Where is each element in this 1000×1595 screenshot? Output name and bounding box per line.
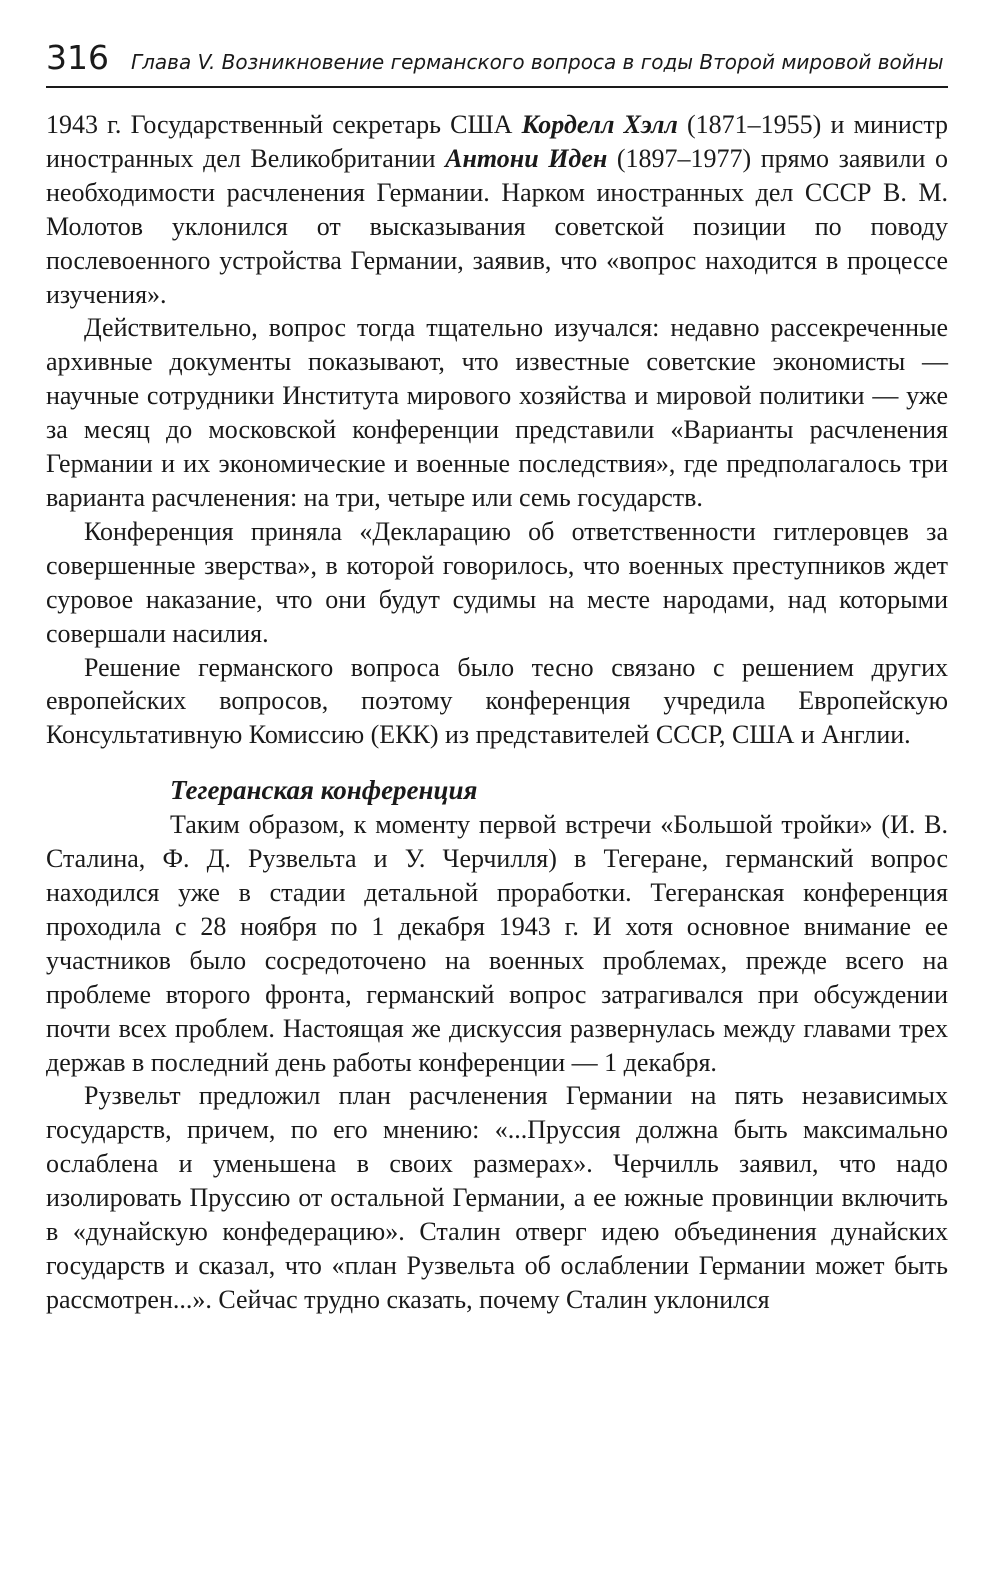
chapter-title: Глава V. Возникновение германского вопроса в годы Второй мировой войны	[131, 50, 944, 74]
person-name-hull: Корделл Хэлл	[521, 110, 678, 139]
paragraph-6: Рузвельт предложил план расчленения Германии на пять независимых государств, причем, по его мнению: «...Пруссия должна быть максимально ослаблена и уменьшена в своих размерах». Черчилль заявил, что надо изолировать Пруссию от остальной Германии, а ее южные провинции включить в «дунайскую конфедерацию». Сталин отверг идею объединения дунайских государств и сказал, что «план Рузвельта об ослаблении Германии может быть рассмотрен...». Сейчас трудно сказать, почему Сталин уклонился	[46, 1081, 948, 1314]
running-header	[46, 40, 948, 88]
paragraph-1-text-c: (1897–1977) прямо заявили о необходимости расчленения Германии. Нарком иностранных дел СССР В. М. Молотов уклонился от высказывания советской позиции по поводу послевоенного устройства Германии, заявив, что «вопрос находится в процессе изучения».	[46, 143, 948, 309]
paragraph-5: Таким образом, к моменту первой встречи «Большой тройки» (И. В. Сталина, Ф. Д. Рузвельта и У. Черчилля) в Тегеране, германский вопрос находился уже в стадии детальной проработки. Тегеранская конференция проходила с 28 ноября по 1 декабря 1943 г. И хотя основное внимание ее участников было сосредоточено на военных проблемах, прежде всего на проблеме второго фронта, германский вопрос затрагивался при обсуждении почти всех проблем. Настоящая же дискуссия развернулась между главами трех держав в последний день работы конференции — 1 декабря.	[46, 810, 948, 1077]
person-name-eden: Антони Иден	[445, 143, 608, 173]
paragraph-2: Действительно, вопрос тогда тщательно изучался: недавно рассекреченные архивные документы показывают, что известные советские экономисты — научные сотрудники Института мирового хозяйства и мировой политики — уже за месяц до московской конференции представили «Варианты расчленения Германии и их экономические и военные последствия», где предполагалось три варианта расчленения: на три, четыре или семь государств.	[46, 313, 948, 512]
section-heading: Тегеранская конференция	[170, 775, 478, 806]
book-page	[46, 40, 948, 1317]
paragraph-4: Решение германского вопроса было тесно связано с решением других европейских вопросов, поэтому конференция учредила Европейскую Консультативную Комиссию (ЕКК) из представителей СССР, США и Англии.	[46, 652, 948, 750]
page-number: 316	[46, 38, 109, 77]
paragraph-1	[46, 108, 948, 311]
page-body	[46, 108, 948, 1317]
paragraph-1-text-a: 1943 г. Государственный секретарь США	[46, 110, 522, 139]
paragraph-1-text-b: (1871–1955) и министр иностранных дел Великобритании	[46, 110, 948, 173]
paragraph-3: Конференция приняла «Декларацию об ответственности гитлеровцев за совершенные зверства», в которой говорилось, что военных преступников ждет суровое наказание, что они будут судимы на месте народами, над которыми совершали насилия.	[46, 516, 948, 648]
